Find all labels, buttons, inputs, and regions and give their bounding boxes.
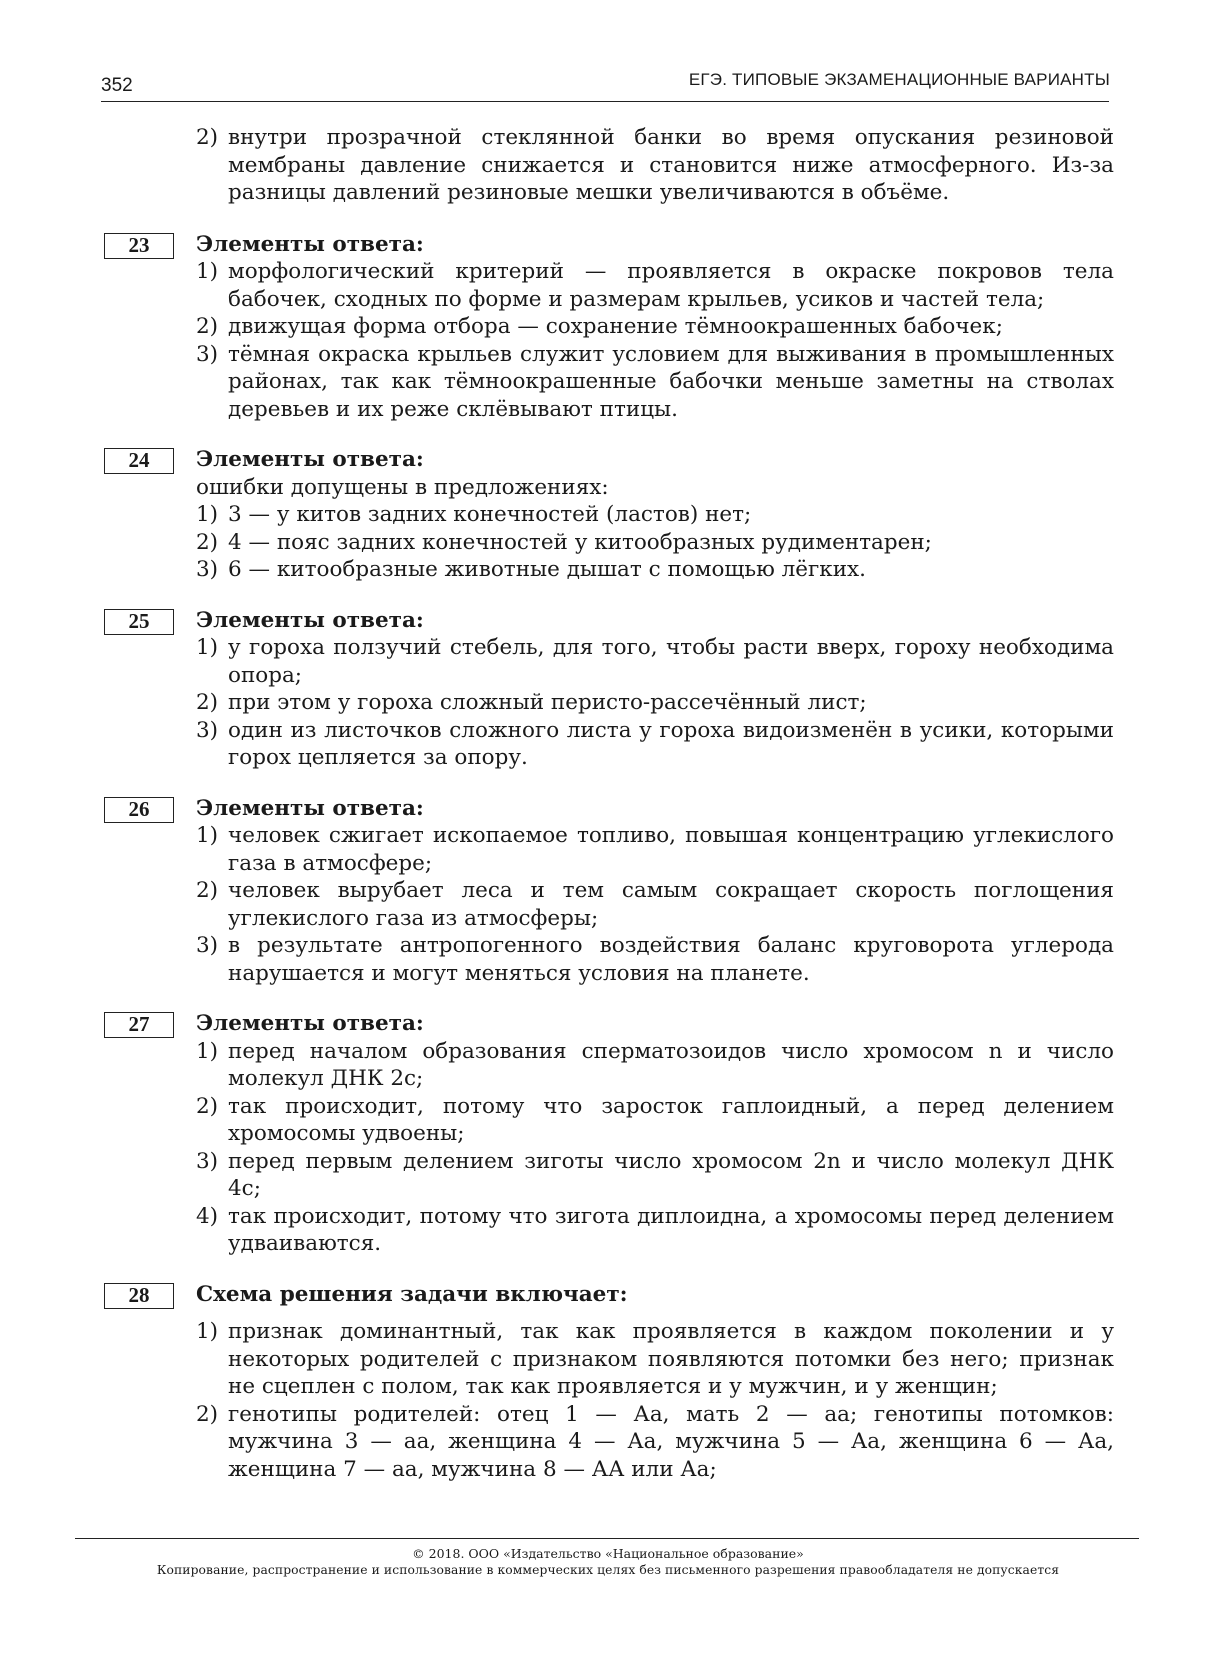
item-number: 2) — [196, 878, 219, 903]
item-text: перед началом образования сперматозоидов число хромосом n и число молекул ДНК 2с; — [228, 1038, 1114, 1091]
answer-item — [196, 822, 1114, 877]
task-number-box: 26 — [104, 797, 174, 823]
item-number: 1) — [196, 502, 219, 527]
answer-item — [196, 1093, 1114, 1148]
item-text: 4 — пояс задних конечностей у китообразных рудиментарен; — [228, 529, 932, 555]
answer-item — [196, 529, 1114, 557]
answer-item — [196, 634, 1114, 689]
item-number: 2) — [196, 690, 219, 715]
item-text: признак доминантный, так как проявляется в каждом поколении и у некоторых родителей с признаком появляются потомки без него; признак не сцеплен с полом, так как проявляется и у мужчин, и у женщин; — [228, 1319, 1114, 1399]
footer-divider — [75, 1538, 1139, 1539]
item-text: так происходит, потому что зигота диплоидна, а хромосомы перед делением удваиваются. — [228, 1203, 1114, 1256]
task-number-box: 25 — [104, 609, 174, 635]
item-number: 1) — [196, 1038, 219, 1064]
item-text: перед первым делением зиготы число хромосом 2n и число молекул ДНК 4с; — [228, 1148, 1114, 1201]
section-heading: Элементы ответа: — [196, 231, 424, 257]
answer-item — [196, 1318, 1114, 1401]
section-heading: Элементы ответа: — [196, 447, 424, 472]
answer-item — [196, 341, 1114, 424]
item-number: 1) — [196, 635, 219, 660]
item-number: 1) — [196, 259, 219, 284]
page-number: 352 — [101, 75, 133, 96]
item-number: 3) — [196, 1148, 219, 1174]
footer-notice: Копирование, распространение и использование в коммерческих целях без письменного разрешения правообладателя не допускается — [156, 1563, 1060, 1577]
answer-section-25 — [128, 607, 1114, 772]
item-number: 3) — [196, 933, 219, 958]
item-text: внутри прозрачной стеклянной банки во время опускания резиновой мембраны давление снижается и становится ниже атмосферного. Из-за разницы давлений резиновые мешки увеличиваются в объёме. — [228, 125, 1114, 205]
item-text: тёмная окраска крыльев служит условием для выживания в промышленных районах, так как тёмноокрашенные бабочки меньше заметны на стволах деревьев и их реже склёвывают птицы. — [228, 341, 1114, 422]
item-text: у гороха ползучий стебель, для того, чтобы расти вверх, гороху необходима опора; — [228, 635, 1114, 688]
item-number: 2) — [196, 1093, 219, 1119]
task-number-box: 27 — [104, 1012, 174, 1038]
answer-section-26 — [128, 795, 1114, 988]
section-heading: Элементы ответа: — [196, 1011, 424, 1036]
answer-section-23 — [128, 231, 1114, 424]
answer-section-24 — [128, 446, 1114, 584]
item-number: 2) — [196, 314, 219, 339]
answer-item — [196, 313, 1114, 341]
answer-item — [196, 877, 1114, 932]
item-number: 2) — [196, 529, 219, 555]
section-heading: Элементы ответа: — [196, 795, 424, 821]
answer-item — [196, 258, 1114, 313]
item-text: при этом у гороха сложный перисто-рассечённый лист; — [228, 690, 867, 715]
answer-item — [196, 501, 1114, 529]
item-text: морфологический критерий — проявляется в окраске покровов тела бабочек, сходных по форме и размерам крыльев, усиков и частей тела; — [228, 259, 1114, 312]
header-divider — [101, 101, 1109, 102]
answer-item — [196, 556, 1114, 584]
answer-item — [196, 1401, 1114, 1484]
item-text: генотипы родителей: отец 1 — Аа, мать 2 — аа; генотипы потомков: мужчина 3 — аа, женщина 4 — Аа, мужчина 5 — Аа, женщина 6 — Аа, женщина 7 — аа, мужчина 8 — АА или Аа; — [228, 1401, 1114, 1482]
answer-item — [196, 689, 1114, 717]
item-number: 4) — [196, 1203, 219, 1229]
answer-section-27 — [128, 1010, 1114, 1258]
task-number-box: 28 — [104, 1283, 174, 1309]
running-title: ЕГЭ. ТИПОВЫЕ ЭКЗАМЕНАЦИОННЫЕ ВАРИАНТЫ — [688, 70, 1110, 89]
item-text: в результате антропогенного воздействия баланс круговорота углерода нарушается и могут меняться условия на планете. — [228, 933, 1114, 986]
page-content — [128, 124, 1114, 1483]
item-number: 1) — [196, 1319, 219, 1344]
answer-item — [196, 717, 1114, 772]
footer-copyright: © 2018. ООО «Издательство «Национальное образование» — [412, 1546, 804, 1561]
answer-item — [196, 1148, 1114, 1203]
item-text: человек вырубает леса и тем самым сокращает скорость поглощения углекислого газа из атмосферы; — [228, 878, 1114, 931]
section-heading: Элементы ответа: — [196, 607, 424, 633]
task-number-box: 24 — [104, 448, 174, 474]
item-text: человек сжигает ископаемое топливо, повышая концентрацию углекислого газа в атмосфере; — [228, 823, 1114, 876]
section-heading: Схема решения задачи включает: — [196, 1281, 628, 1307]
answer-section-28 — [128, 1281, 1114, 1484]
task-number-box: 23 — [104, 233, 174, 259]
item-number: 2) — [196, 1401, 219, 1427]
item-text: 3 — у китов задних конечностей (ластов) нет; — [228, 502, 752, 527]
item-number: 3) — [196, 557, 219, 582]
item-text: 6 — китообразные животные дышат с помощью лёгких. — [228, 557, 867, 582]
answer-item — [196, 1038, 1114, 1093]
item-text: движущая форма отбора — сохранение тёмноокрашенных бабочек; — [228, 314, 1003, 339]
section-lead: ошибки допущены в предложениях: — [196, 474, 609, 500]
item-number: 3) — [196, 717, 219, 743]
item-number: 1) — [196, 823, 219, 848]
item-number: 3) — [196, 341, 219, 367]
answer-item — [196, 932, 1114, 987]
item-number: 2) — [196, 125, 219, 150]
intro-item — [196, 124, 1114, 207]
item-text: один из листочков сложного листа у гороха видоизменён в усики, которыми горох цепляется за опору. — [228, 717, 1114, 770]
answer-item — [196, 1203, 1114, 1258]
item-text: так происходит, потому что заросток гаплоидный, а перед делением хромосомы удвоены; — [228, 1093, 1114, 1146]
